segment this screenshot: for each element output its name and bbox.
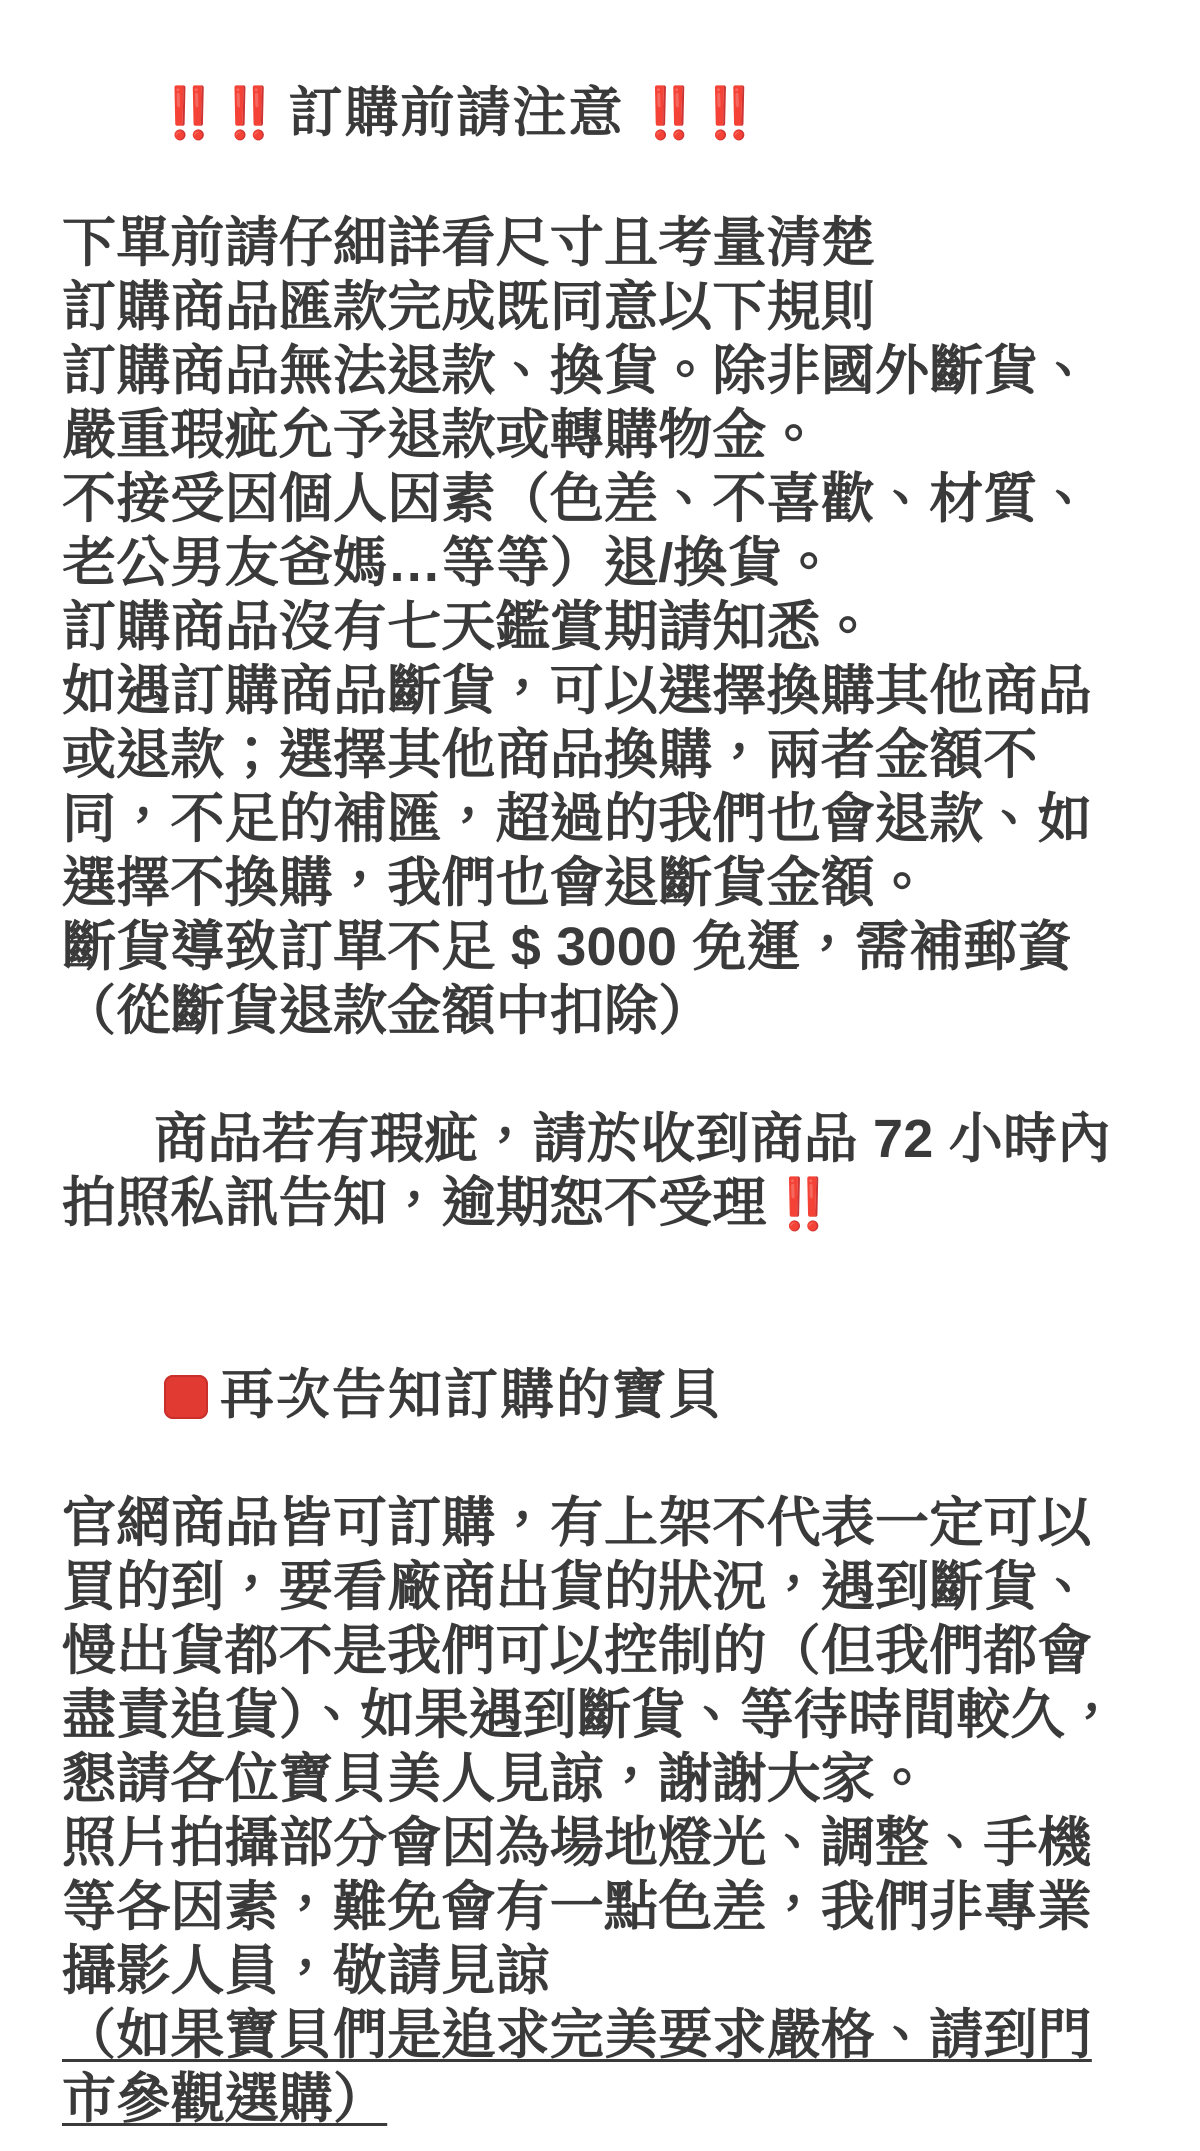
notice-body [62, 18, 1142, 2131]
double-exclamation-icon-defect: ‼️ [772, 1175, 833, 1232]
notice-paragraph-3: 訂購商品無法退款、換貨。除非國外斷貨、嚴重瑕疵允予退款或轉購物金。 [62, 340, 1092, 465]
notice-paragraph-4: 不接受因個人因素（色差、不喜歡、材質、老公男友爸媽…等等）退/換貨。 [62, 468, 1092, 593]
reminder-heading-text: 再次告知訂購的寶貝 [220, 1364, 725, 1425]
double-exclamation-icon-left: ‼️‼️ [158, 84, 279, 141]
reminder-paragraph-1: 官網商品皆可訂購，有上架不代表一定可以買的到，要看廠商出貨的狀況，遇到斷貨、慢出貨都不是我們可以控制的（但我們都會盡責追貨）、如果遇到斷貨、等待時間較久，懇請各位寶貝美人見諒，謝謝大家。 [62, 1492, 1119, 1809]
reminder-paragraph-2: 照片拍攝部分會因為場地燈光、調整、手機等各因素，難免會有一點色差，我們非專業攝影人員，敬請見諒 [62, 1812, 1092, 2001]
notice-paragraph-7: 斷貨導致訂單不足 $ 3000 免運，需補郵資（從斷貨退款金額中扣除） [62, 916, 1072, 1041]
notice-paragraph-1: 下單前請仔細詳看尺寸且考量清楚 [62, 212, 875, 273]
defect-notice [62, 1044, 1142, 1300]
defect-notice-text: 商品若有瑕疵，請於收到商品 72 小時內拍照私訊告知，逾期恕不受理 [62, 1108, 1112, 1233]
page-title-text: 訂購前請注意 [288, 82, 625, 143]
double-exclamation-icon-right: ‼️‼️ [638, 84, 760, 141]
reminder-heading [62, 1300, 1142, 1492]
closing-note: （如果寶貝們是追求完美要求嚴格、請到門市參觀選購） [62, 2004, 1092, 2129]
notice-paragraph-6: 如遇訂購商品斷貨，可以選擇換購其他商品或退款；選擇其他商品換購，兩者金額不同，不足的補匯，超過的我們也會退款、如選擇不換購，我們也會退斷貨金額。 [62, 660, 1092, 913]
stop-sign-icon [164, 1375, 208, 1419]
notice-paragraph-5: 訂購商品沒有七天鑑賞期請知悉。 [62, 596, 875, 657]
page-title [62, 18, 1142, 210]
notice-paragraph-2: 訂購商品匯款完成既同意以下規則 [62, 276, 875, 337]
